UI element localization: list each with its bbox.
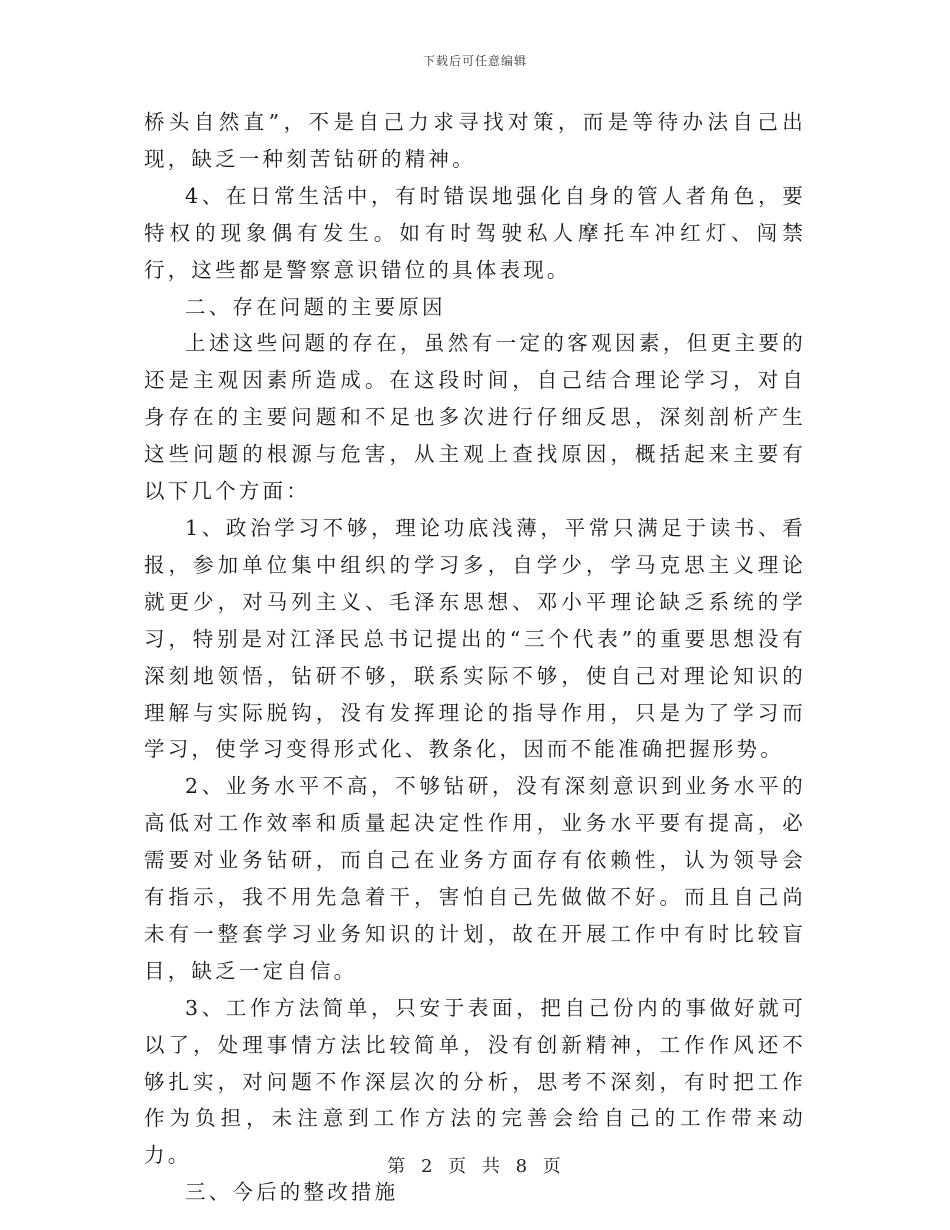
paragraph-causes-intro: 上述这些问题的存在，虽然有一定的客观因素，但更主要的还是主观因素所造成。在这段时间，自己结合理论学习，对自身存在的主要问题和不足也多次进行仔细反思，深刻剖析产生这些问题的根源与危害，从主观上查找原因，概括起来主要有以下几个方面： <box>144 331 806 504</box>
document-body <box>144 104 806 1211</box>
paragraph-cause-2: 2、业务水平不高，不够钻研，没有深刻意识到业务水平的高低对工作效率和质量起决定性作用，业务水平要有提高，必需要对业务钻研，而自己在业务方面存有依赖性，认为领导会有指示，我不用先急着干，害怕自己先做做不好。而且自己尚未有一整套学习业务知识的计划，故在开展工作中有时比较盲目，缺乏一定自信。 <box>144 774 806 983</box>
section-heading-causes: 二、存在问题的主要原因 <box>185 294 446 319</box>
paragraph-item-4: 4、在日常生活中，有时错误地强化自身的管人者角色，要特权的现象偶有发生。如有时驾驶私人摩托车冲红灯、闯禁行，这些都是警察意识错位的具体表现。 <box>144 183 806 282</box>
section-heading-measures: 三、今后的整改措施 <box>185 1180 399 1205</box>
paragraph-cause-1: 1、政治学习不够，理论功底浅薄，平常只满足于读书、看报，参加单位集中组织的学习多，自学少，学马克思主义理论就更少，对马列主义、毛泽东思想、邓小平理论缺乏系统的学习，特别是对江泽民总书记提出的“三个代表”的重要思想没有深刻地领悟，钻研不够，联系实际不够，使自己对理论知识的理解与实际脱钩，没有发挥理论的指导作用，只是为了学习而学习，使学习变得形式化、教条化，因而不能准确把握形势。 <box>144 515 806 762</box>
page-number: 第 2 页 共 8 页 <box>387 1156 563 1177</box>
paragraph-cause-3: 3、工作方法简单，只安于表面，把自己份内的事做好就可以了，处理事情方法比较简单，没有创新精神，工作作风还不够扎实，对问题不作深层次的分析，思考不深刻，有时把工作作为负担，未注意到工作方法的完善会给自己的工作带来动力。 <box>144 995 806 1168</box>
page-header: 下载后可任意编辑 <box>422 54 527 68</box>
paragraph-continuation: 桥头自然直”，不是自己力求寻找对策，而是等待办法自己出现，缺乏一种刻苦钻研的精神。 <box>144 110 806 171</box>
